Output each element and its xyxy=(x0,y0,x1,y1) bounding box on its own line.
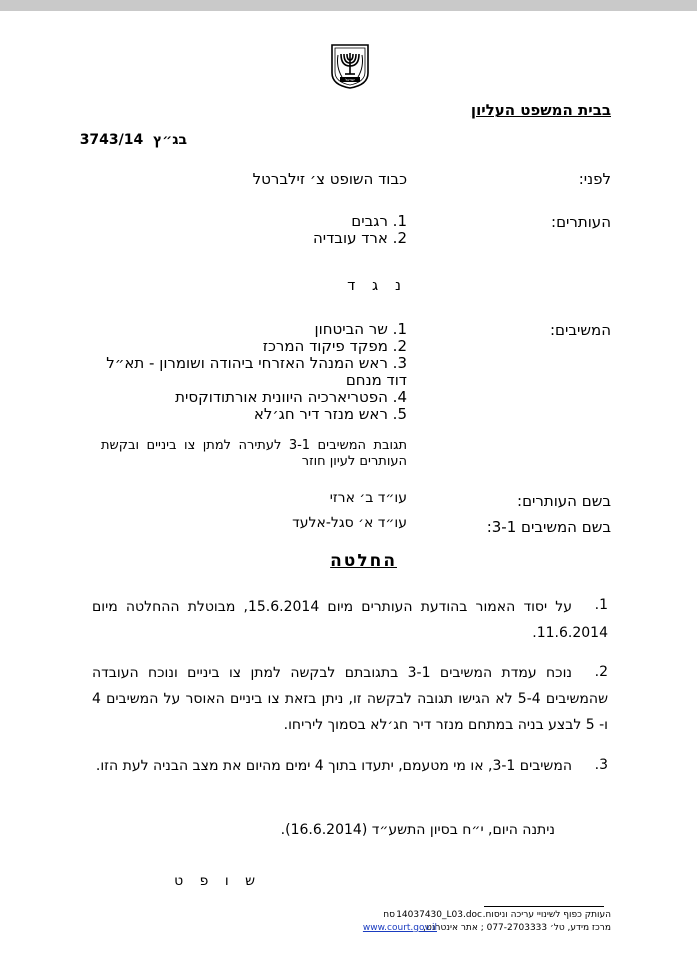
state-emblem-icon xyxy=(330,43,370,89)
respondents-counsel-label: בשם המשיבים 3-1: xyxy=(486,518,611,536)
case-number: 3743/14 xyxy=(79,132,144,148)
decision-paragraph-1: על יסוד האמור בהודעת העותרים מיום 15.6.2014, מבוטלת ההחלטה מיום 11.6.2014. xyxy=(92,599,608,641)
footer-initials: סח xyxy=(383,910,395,920)
court-name: בבית המשפט העליון xyxy=(470,101,611,119)
respondents-label: המשיבים: xyxy=(549,321,611,339)
decision-paragraph-3: המשיבים 3-1, או מי מטעמם, יתעדו בתוך 4 ימים מהיום את מצב הבניה לעת הזו. xyxy=(95,758,572,774)
respondent-item: 5. ראש מנזר דיר חג׳לא xyxy=(253,405,407,423)
respondent-item: 3. ראש המנהל האזרחי ביהודה ושומרון - תא״ל xyxy=(106,354,407,372)
versus-label: נ ג ד xyxy=(347,276,407,294)
before-label: לפני: xyxy=(578,170,611,188)
paragraph-number: 1. xyxy=(594,597,608,613)
footer-divider xyxy=(484,906,604,907)
petitioners-label: העותרים: xyxy=(551,213,611,231)
respondents-list xyxy=(106,321,407,423)
case-type: בג״ץ xyxy=(153,132,187,148)
judge-signature: ש ו פ ט xyxy=(174,873,261,889)
petitioner-item: 2. ארד עובדיה xyxy=(312,229,407,247)
footer-file-name: 14037430_L03.doc xyxy=(396,910,482,920)
petitioner-item: 1. רגבים xyxy=(351,212,407,230)
respondent-item: 4. הפטריארכיה היוונית אורתודוקסית xyxy=(175,388,407,406)
respondent-item: 2. מפקד פיקוד המרכז xyxy=(262,337,407,355)
given-date: ניתנה היום, י״ח בסיון התשע״ד (16.6.2014). xyxy=(280,822,555,838)
decision-title: החלטה xyxy=(330,551,397,571)
footer-website-link[interactable]: www.court.gov.il xyxy=(362,923,437,933)
petitioners-counsel: עו״ד ב׳ ארזי xyxy=(329,490,407,506)
petitioners-counsel-label: בשם העותרים: xyxy=(517,492,611,510)
judge-name: כבוד השופט צ׳ זילברטל xyxy=(252,170,407,188)
response-note: תגובת המשיבים 3-1 לעתירה למתן צו ביניים ובקשת העותרים לעיון חוזר xyxy=(101,438,407,469)
case-number-line xyxy=(80,132,187,148)
paragraph-number: 2. xyxy=(594,664,608,680)
footer-info-center: מרכז מידע, טל׳ 077-2703333 ; אתר אינטרנט, xyxy=(423,923,611,933)
paragraph-number: 3. xyxy=(594,757,608,773)
top-gray-bar xyxy=(0,0,697,11)
petitioners-list xyxy=(313,213,407,247)
emblem-label: ישראל xyxy=(345,78,355,82)
respondent-item: דוד מנחם xyxy=(345,371,407,389)
footer-copy-note: העותק כפוף לשינויי עריכה וניסוח. xyxy=(482,910,611,920)
decision-paragraph-2: נוכח עמדת המשיבים 3-1 בתגובתם לבקשה למתן צו ביניים ונוכח העובדה שהמשיבים 5-4 לא הגישו תגובה לבקשה זו, ניתן בזאת צו ביניים האוסר על המשיבים 4 ו- 5 לבצע בניה במתחם מנזר דיר חג׳לא בסמוך ליריחו. xyxy=(92,665,608,733)
respondents-counsel: עו״ד א׳ סגל-אלעד xyxy=(292,515,407,531)
respondent-item: 1. שר הביטחון xyxy=(314,320,407,338)
